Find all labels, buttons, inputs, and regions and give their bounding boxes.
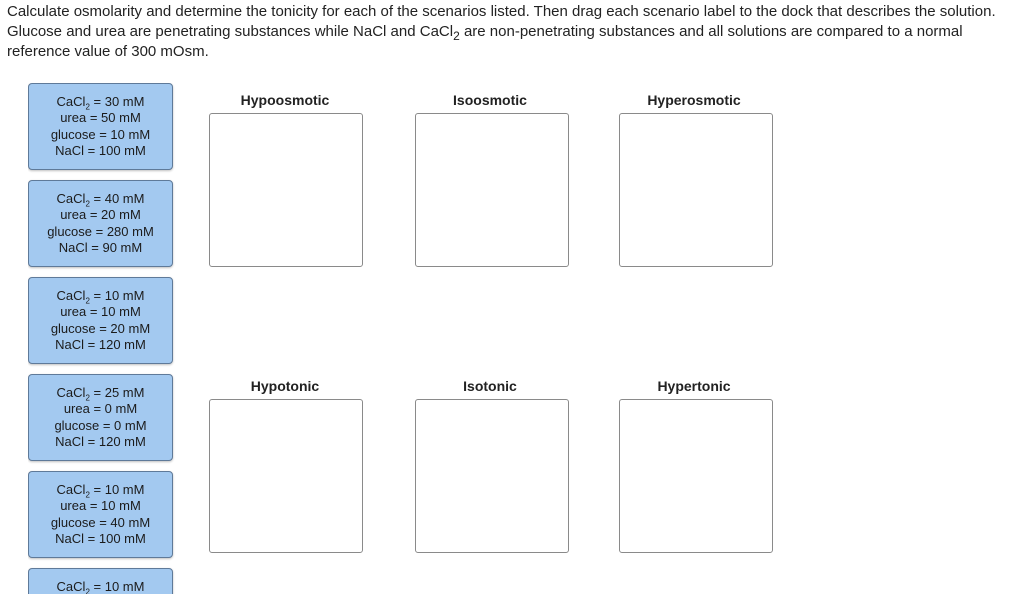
dock-title-isotonic: Isotonic [463, 378, 517, 394]
cacl2-value: = 10 mM [89, 579, 145, 594]
cacl2-prefix: CaCl [56, 384, 86, 400]
scenario-label-5[interactable] [28, 471, 173, 558]
cacl2-prefix: CaCl [56, 190, 86, 206]
nacl-line: NaCl = 100 mM [55, 531, 146, 546]
glucose-line: glucose = 20 mM [50, 320, 151, 336]
cacl2-line [57, 385, 145, 402]
urea-line: urea = 10 mM [60, 304, 141, 319]
cacl2-line [57, 482, 145, 499]
cacl2-value: = 25 mM [89, 384, 145, 400]
dock-title-isoosmotic: Isoosmotic [453, 92, 527, 108]
instructions-text-1: Calculate osmolarity and determine the tonicity for each of the scenarios listed. Then drag each scenario label to the dock that describes the solution. Glucose and urea are penetrating substances while NaCl and CaCl [7, 3, 996, 40]
urea-line: urea = 10 mM [60, 498, 141, 513]
nacl-line: NaCl = 120 mM [55, 434, 146, 449]
cacl2-value: = 10 mM [89, 287, 145, 303]
scenario-label-1[interactable] [28, 83, 173, 170]
nacl-line: NaCl = 100 mM [55, 143, 146, 158]
cacl2-subscript: 2 [85, 490, 90, 500]
cacl2-subscript: 2 [85, 587, 90, 594]
cacl2-subscript: 2 [85, 393, 90, 403]
cacl2-line [57, 94, 145, 111]
dock-hypotonic[interactable] [209, 399, 363, 553]
urea-line: urea = 20 mM [60, 207, 141, 222]
cacl2-prefix: CaCl [56, 579, 86, 594]
cacl2-line [57, 288, 145, 305]
dock-isotonic[interactable] [415, 399, 569, 553]
dock-hypoosmotic[interactable] [209, 113, 363, 267]
glucose-line: glucose = 10 mM [50, 126, 151, 142]
glucose-line: glucose = 0 mM [54, 417, 147, 433]
scenario-label-4[interactable] [28, 374, 173, 461]
urea-line: urea = 50 mM [60, 110, 141, 125]
cacl2-prefix: CaCl [56, 93, 86, 109]
cacl2-subscript: 2 [85, 199, 90, 209]
scenario-label-2[interactable] [28, 180, 173, 267]
dock-title-hypertonic: Hypertonic [657, 378, 731, 394]
cacl2-value: = 30 mM [89, 93, 145, 109]
cacl2-value: = 10 mM [89, 481, 145, 497]
dock-hyperosmotic[interactable] [619, 113, 773, 267]
nacl-line: NaCl = 90 mM [58, 240, 143, 255]
instructions-text-2: are non-penetrating substances and all solutions are compared to a normal reference value of 300 mOsm. [7, 23, 963, 60]
question-instructions [7, 2, 997, 62]
glucose-line: glucose = 40 mM [50, 514, 151, 530]
cacl2-line [57, 191, 145, 208]
dock-title-hypoosmotic: Hypoosmotic [240, 92, 330, 108]
scenario-label-6[interactable] [28, 568, 173, 594]
scenario-label-list [28, 83, 176, 594]
cacl2-value: = 40 mM [89, 190, 145, 206]
cacl2-line [57, 579, 145, 594]
glucose-line: glucose = 280 mM [47, 223, 154, 239]
instructions-subscript: 2 [453, 29, 460, 43]
scenario-label-3[interactable] [28, 277, 173, 364]
cacl2-subscript: 2 [85, 296, 90, 306]
cacl2-prefix: CaCl [56, 287, 86, 303]
cacl2-subscript: 2 [85, 102, 90, 112]
cacl2-prefix: CaCl [56, 481, 86, 497]
dock-title-hypotonic: Hypotonic [250, 378, 320, 394]
dock-title-hyperosmotic: Hyperosmotic [647, 92, 741, 108]
urea-line: urea = 0 mM [63, 401, 138, 416]
dock-hypertonic[interactable] [619, 399, 773, 553]
nacl-line: NaCl = 120 mM [55, 337, 146, 352]
dock-isoosmotic[interactable] [415, 113, 569, 267]
